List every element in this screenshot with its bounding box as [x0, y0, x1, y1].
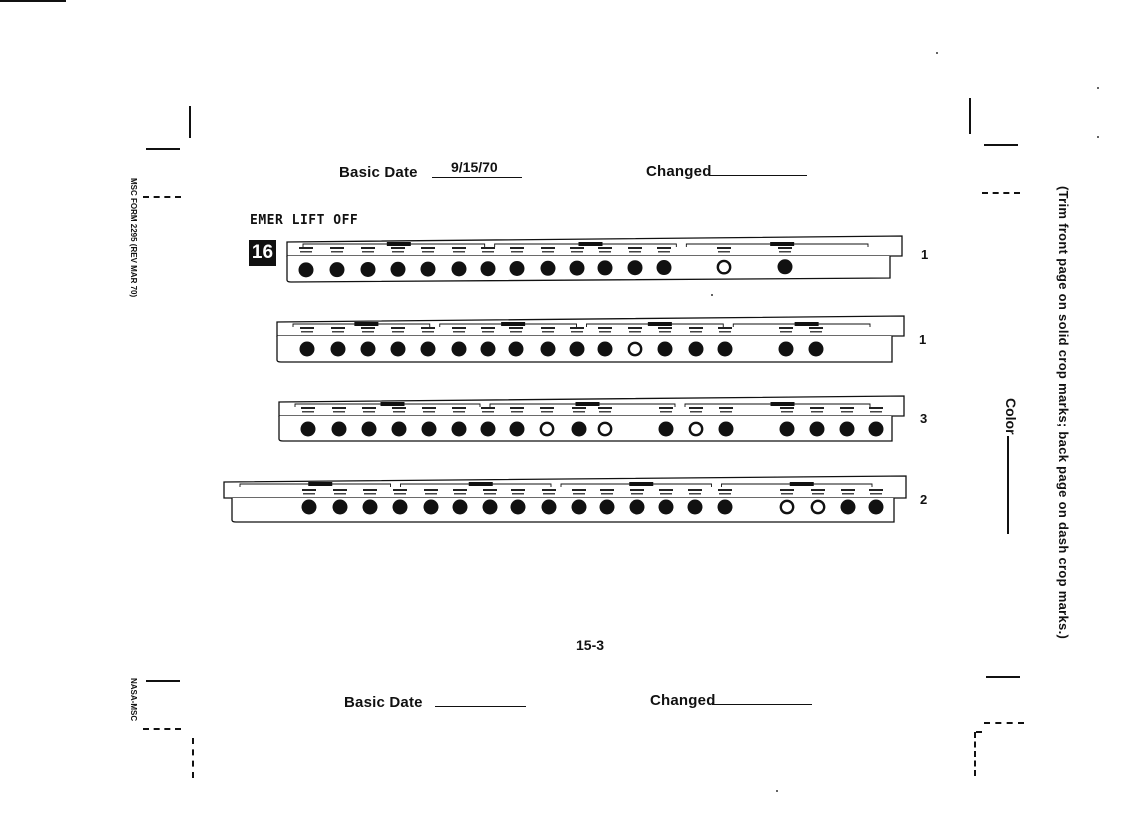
row-4-breaker-16-open	[781, 501, 793, 513]
row-2-breaker-13-closed	[658, 342, 673, 357]
row-1-breaker-3-sublabel	[362, 251, 374, 253]
row-3-breaker-6-sublabel	[453, 411, 465, 413]
row-2-breaker-4-label	[391, 327, 405, 329]
row-3-breaker-4-sublabel	[393, 411, 405, 413]
row-2-breaker-10-label	[570, 327, 584, 329]
row-4-breaker-2-sublabel	[334, 493, 346, 495]
row-2-breaker-9-sublabel	[542, 331, 554, 333]
row-count-4: 2	[920, 492, 928, 507]
row-3-breaker-16-label	[810, 407, 824, 409]
row-3-breaker-16-closed	[810, 422, 825, 437]
row-2-breaker-15-sublabel	[719, 331, 731, 333]
row-3-breaker-8-sublabel	[511, 411, 523, 413]
row-3-breaker-9-open	[541, 423, 553, 435]
row-4-breaker-2-closed	[333, 500, 348, 515]
basic-date-value: 9/15/70	[451, 159, 498, 175]
row-3-breaker-8-closed	[510, 422, 525, 437]
row-3-breaker-3-label	[362, 407, 376, 409]
row-3-breaker-12-label	[659, 407, 673, 409]
row-4-breaker-13-label	[659, 489, 673, 491]
row-2-breaker-4-sublabel	[392, 331, 404, 333]
row-1-breaker-3-label	[361, 247, 375, 249]
row-4-breaker-15-sublabel	[719, 493, 731, 495]
row-1-breaker-12-sublabel	[629, 251, 641, 253]
row-2-group-label	[648, 322, 672, 326]
row-4-breaker-17-sublabel	[812, 493, 824, 495]
row-3-breaker-2-sublabel	[333, 411, 345, 413]
row-4-group-label	[308, 482, 332, 486]
row-1-breaker-strip	[287, 256, 890, 282]
row-1-breaker-13-sublabel	[658, 251, 670, 253]
row-1-group-label	[770, 242, 794, 246]
row-2-breaker-3-closed	[361, 342, 376, 357]
row-4-breaker-5-label	[424, 489, 438, 491]
row-1-breaker-10-sublabel	[571, 251, 583, 253]
row-4-breaker-12-closed	[630, 500, 645, 515]
row-3-breaker-18-label	[869, 407, 883, 409]
row-2-breaker-16-sublabel	[780, 331, 792, 333]
row-4-breaker-strip	[232, 498, 894, 522]
panel-number-badge: 16	[249, 240, 276, 266]
row-1-breaker-5-sublabel	[422, 251, 434, 253]
row-1-breaker-15-label	[778, 247, 792, 249]
row-3-breaker-1-sublabel	[302, 411, 314, 413]
row-3-breaker-17-sublabel	[841, 411, 853, 413]
row-4-breaker-7-closed	[483, 500, 498, 515]
row-1-breaker-4-sublabel	[392, 251, 404, 253]
row-2-breaker-11-label	[598, 327, 612, 329]
row-1-breaker-11-label	[598, 247, 612, 249]
row-3-breaker-7-sublabel	[482, 411, 494, 413]
row-4-breaker-4-sublabel	[394, 493, 406, 495]
row-2-breaker-9-closed	[541, 342, 556, 357]
row-2-breaker-14-closed	[689, 342, 704, 357]
form-id-text: MSC FORM 2295 (REV MAR 70)	[129, 178, 138, 298]
row-3-breaker-6-closed	[452, 422, 467, 437]
row-1-breaker-15-closed	[778, 259, 793, 274]
row-1-breaker-10-closed	[570, 261, 585, 276]
row-1-breaker-14-sublabel	[718, 251, 730, 253]
row-3-breaker-18-sublabel	[870, 411, 882, 413]
footer-basic-date-label: Basic Date	[344, 694, 423, 711]
row-4-breaker-3-closed	[363, 500, 378, 515]
row-2-group-label	[795, 322, 819, 326]
row-1-breaker-2-sublabel	[331, 251, 343, 253]
row-1-breaker-7-sublabel	[482, 251, 494, 253]
row-3-breaker-10-sublabel	[573, 411, 585, 413]
row-3-breaker-12-closed	[659, 422, 674, 437]
row-4-breaker-4-closed	[393, 500, 408, 515]
row-1-breaker-13-closed	[657, 260, 672, 275]
row-2-breaker-9-label	[541, 327, 555, 329]
row-2-breaker-5-sublabel	[422, 331, 434, 333]
row-3-breaker-15-label	[780, 407, 794, 409]
row-2-breaker-14-sublabel	[690, 331, 702, 333]
row-3-breaker-18-closed	[869, 422, 884, 437]
row-2-breaker-6-label	[452, 327, 466, 329]
row-4-breaker-9-label	[542, 489, 556, 491]
row-3-breaker-13-sublabel	[690, 411, 702, 413]
row-2-breaker-6-closed	[452, 342, 467, 357]
row-3-breaker-13-label	[689, 407, 703, 409]
row-2-breaker-13-label	[658, 327, 672, 329]
row-1-breaker-15-sublabel	[779, 251, 791, 253]
row-1-breaker-1-closed	[299, 262, 314, 277]
row-2-breaker-3-label	[361, 327, 375, 329]
row-4-breaker-6-label	[453, 489, 467, 491]
row-1-breaker-2-closed	[330, 262, 345, 277]
row-2-breaker-17-label	[809, 327, 823, 329]
row-4-label-strip	[224, 476, 906, 498]
row-1-breaker-8-sublabel	[511, 251, 523, 253]
footer-basic-date-underline	[435, 706, 526, 707]
row-1-breaker-7-label	[481, 247, 495, 249]
row-4-breaker-18-sublabel	[842, 493, 854, 495]
row-3-breaker-1-label	[301, 407, 315, 409]
row-3-breaker-12-sublabel	[660, 411, 672, 413]
row-2-breaker-16-label	[779, 327, 793, 329]
row-1-group-label	[579, 242, 603, 246]
row-4-breaker-9-closed	[542, 500, 557, 515]
row-1-breaker-6-closed	[452, 261, 467, 276]
row-2-breaker-8-sublabel	[510, 331, 522, 333]
row-1-breaker-4-closed	[391, 262, 406, 277]
row-3-breaker-9-label	[540, 407, 554, 409]
row-2-breaker-1-label	[300, 327, 314, 329]
row-4-breaker-3-sublabel	[364, 493, 376, 495]
row-2-breaker-1-closed	[300, 342, 315, 357]
row-2-breaker-12-label	[628, 327, 642, 329]
row-4-breaker-5-sublabel	[425, 493, 437, 495]
row-3-breaker-11-open	[599, 423, 611, 435]
row-2-breaker-2-sublabel	[332, 331, 344, 333]
row-4-breaker-19-sublabel	[870, 493, 882, 495]
row-4-breaker-19-closed	[869, 500, 884, 515]
row-3-breaker-10-closed	[572, 422, 587, 437]
trim-note: (Trim front page on solid crop marks; back page on dash crop marks.)	[1056, 186, 1071, 640]
row-2-breaker-16-closed	[779, 342, 794, 357]
row-3-breaker-8-label	[510, 407, 524, 409]
changed-label: Changed	[646, 163, 712, 180]
row-2-breaker-17-sublabel	[810, 331, 822, 333]
row-1-group-label	[387, 242, 411, 246]
row-3-breaker-5-sublabel	[423, 411, 435, 413]
row-4-breaker-8-sublabel	[512, 493, 524, 495]
row-4-breaker-1-closed	[302, 500, 317, 515]
row-1-breaker-6-label	[452, 247, 466, 249]
footer-changed-label: Changed	[650, 692, 716, 709]
footer-changed-underline	[712, 704, 812, 705]
row-3-breaker-11-sublabel	[599, 411, 611, 413]
row-2-breaker-15-closed	[718, 342, 733, 357]
row-1-breaker-3-closed	[361, 262, 376, 277]
row-3-breaker-10-label	[572, 407, 586, 409]
row-4-breaker-10-label	[572, 489, 586, 491]
row-2-breaker-2-label	[331, 327, 345, 329]
row-4-breaker-12-label	[630, 489, 644, 491]
row-3-breaker-9-sublabel	[541, 411, 553, 413]
row-4-breaker-2-label	[333, 489, 347, 491]
row-3-breaker-7-closed	[481, 422, 496, 437]
row-4-breaker-14-sublabel	[689, 493, 701, 495]
row-1-breaker-2-label	[330, 247, 344, 249]
page-number: 15-3	[576, 637, 605, 653]
row-4-breaker-5-closed	[424, 500, 439, 515]
org-text: NASA-MSC	[129, 678, 138, 722]
row-2-breaker-3-sublabel	[362, 331, 374, 333]
row-2-breaker-6-sublabel	[453, 331, 465, 333]
row-1-breaker-8-label	[510, 247, 524, 249]
row-1-breaker-1-sublabel	[300, 251, 312, 253]
row-1-breaker-12-label	[628, 247, 642, 249]
row-4-breaker-10-sublabel	[573, 493, 585, 495]
row-3-breaker-13-open	[690, 423, 702, 435]
row-4-breaker-3-label	[363, 489, 377, 491]
row-3-breaker-17-closed	[840, 422, 855, 437]
row-3-breaker-11-label	[598, 407, 612, 409]
row-1-breaker-12-closed	[628, 260, 643, 275]
row-4-breaker-8-closed	[511, 500, 526, 515]
color-label: Color	[1003, 398, 1019, 435]
row-4-breaker-16-sublabel	[781, 493, 793, 495]
row-2-group-label	[501, 322, 525, 326]
row-3-breaker-5-label	[422, 407, 436, 409]
row-4-group-label	[790, 482, 814, 486]
row-3-group-label	[381, 402, 405, 406]
row-3-breaker-6-label	[452, 407, 466, 409]
row-4-group-label	[469, 482, 493, 486]
row-2-breaker-10-closed	[570, 342, 585, 357]
row-1-breaker-9-sublabel	[542, 251, 554, 253]
row-2-breaker-14-label	[689, 327, 703, 329]
row-4-breaker-19-label	[869, 489, 883, 491]
row-4-breaker-9-sublabel	[543, 493, 555, 495]
row-3-breaker-5-closed	[422, 422, 437, 437]
row-4-breaker-11-closed	[600, 500, 615, 515]
row-2-breaker-5-closed	[421, 342, 436, 357]
row-1-breaker-14-open	[718, 261, 730, 273]
row-2-breaker-12-open	[629, 343, 641, 355]
row-3-breaker-3-closed	[362, 422, 377, 437]
row-4-breaker-13-closed	[659, 500, 674, 515]
row-3-breaker-14-closed	[719, 422, 734, 437]
row-3-breaker-2-label	[332, 407, 346, 409]
row-2-breaker-17-closed	[809, 342, 824, 357]
row-4-breaker-12-sublabel	[631, 493, 643, 495]
row-2-breaker-2-closed	[331, 342, 346, 357]
row-3-breaker-16-sublabel	[811, 411, 823, 413]
row-1-breaker-5-label	[421, 247, 435, 249]
row-3-breaker-15-closed	[780, 422, 795, 437]
row-1-breaker-1-label	[299, 247, 313, 249]
row-4-breaker-14-label	[688, 489, 702, 491]
row-4-breaker-7-sublabel	[484, 493, 496, 495]
row-2-breaker-8-closed	[509, 342, 524, 357]
row-1-breaker-11-closed	[598, 260, 613, 275]
row-3-group-label	[771, 402, 795, 406]
row-2-breaker-12-sublabel	[629, 331, 641, 333]
row-1-breaker-8-closed	[510, 261, 525, 276]
row-3-breaker-1-closed	[301, 422, 316, 437]
row-4-breaker-11-label	[600, 489, 614, 491]
row-4-breaker-1-label	[302, 489, 316, 491]
row-3-group-label	[576, 402, 600, 406]
row-2-breaker-13-sublabel	[659, 331, 671, 333]
row-2-breaker-4-closed	[391, 342, 406, 357]
basic-date-label: Basic Date	[339, 164, 418, 181]
row-count-2: 1	[919, 332, 927, 347]
row-4-breaker-1-sublabel	[303, 493, 315, 495]
row-3-breaker-2-closed	[332, 422, 347, 437]
row-4-breaker-6-closed	[453, 500, 468, 515]
row-4-breaker-16-label	[780, 489, 794, 491]
row-2-breaker-11-closed	[598, 342, 613, 357]
row-4-breaker-4-label	[393, 489, 407, 491]
row-4-breaker-15-closed	[718, 500, 733, 515]
row-1-breaker-11-sublabel	[599, 251, 611, 253]
row-count-1: 1	[921, 247, 929, 262]
row-3-breaker-7-label	[481, 407, 495, 409]
row-4-breaker-18-label	[841, 489, 855, 491]
row-4-breaker-13-sublabel	[660, 493, 672, 495]
panel-title: EMER LIFT OFF	[250, 213, 359, 228]
row-4-breaker-7-label	[483, 489, 497, 491]
row-2-breaker-8-label	[509, 327, 523, 329]
row-3-breaker-3-sublabel	[363, 411, 375, 413]
row-count-3: 3	[920, 411, 928, 426]
row-4-breaker-15-label	[718, 489, 732, 491]
row-2-breaker-1-sublabel	[301, 331, 313, 333]
row-2-breaker-7-closed	[481, 342, 496, 357]
row-4-group-label	[629, 482, 653, 486]
row-2-breaker-7-label	[481, 327, 495, 329]
row-3-breaker-17-label	[840, 407, 854, 409]
row-4-breaker-14-closed	[688, 500, 703, 515]
row-2-breaker-15-label	[718, 327, 732, 329]
color-line	[1007, 436, 1009, 534]
row-2-breaker-11-sublabel	[599, 331, 611, 333]
row-2-breaker-7-sublabel	[482, 331, 494, 333]
row-1-breaker-14-label	[717, 247, 731, 249]
row-3-breaker-15-sublabel	[781, 411, 793, 413]
row-1-breaker-13-label	[657, 247, 671, 249]
row-1-breaker-9-label	[541, 247, 555, 249]
row-4-breaker-8-label	[511, 489, 525, 491]
row-4-breaker-17-open	[812, 501, 824, 513]
row-1-breaker-5-closed	[421, 262, 436, 277]
row-3-breaker-14-label	[719, 407, 733, 409]
row-2-breaker-5-label	[421, 327, 435, 329]
row-1-breaker-6-sublabel	[453, 251, 465, 253]
row-3-breaker-4-closed	[392, 422, 407, 437]
row-1-breaker-7-closed	[481, 261, 496, 276]
row-4-breaker-17-label	[811, 489, 825, 491]
row-1-breaker-9-closed	[541, 261, 556, 276]
row-1-breaker-10-label	[570, 247, 584, 249]
row-3-breaker-14-sublabel	[720, 411, 732, 413]
row-4-breaker-10-closed	[572, 500, 587, 515]
row-3-breaker-4-label	[392, 407, 406, 409]
row-2-breaker-10-sublabel	[571, 331, 583, 333]
row-4-breaker-11-sublabel	[601, 493, 613, 495]
row-4-breaker-18-closed	[841, 500, 856, 515]
row-4-breaker-6-sublabel	[454, 493, 466, 495]
row-1-breaker-4-label	[391, 247, 405, 249]
row-2-group-label	[354, 322, 378, 326]
